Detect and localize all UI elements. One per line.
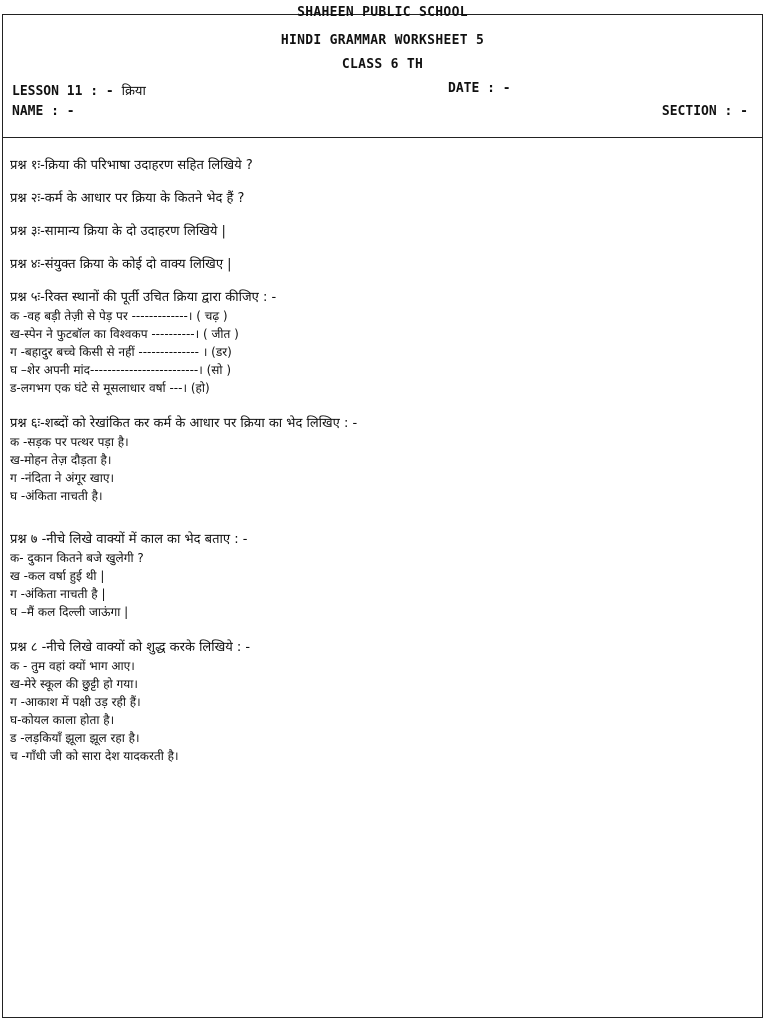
question-8-item: घ-कोयल काला होता है। <box>10 713 115 727</box>
question-1: प्रश्न १ः-क्रिया की परिभाषा उदाहरण सहित लिखिये ? <box>10 158 253 173</box>
question-3: प्रश्न ३ः-सामान्य क्रिया के दो उदाहरण लिखिये | <box>10 224 226 239</box>
question-5-item: ख-स्पेन ने फुटबॉल का विश्वकप ----------। ( जीत ) <box>10 327 239 341</box>
question-6-item: ग -नंदिता ने अंगूर खाए। <box>10 471 115 485</box>
class-label: CLASS 6 TH <box>341 57 424 72</box>
lesson-line <box>12 81 146 99</box>
question-5-item: ग -बहादुर बच्चे किसी से नहीं -------------- । (डर) <box>10 345 232 359</box>
question-6-item: घ -अंकिता नाचती है। <box>10 489 103 503</box>
question-5-item: ड-लगभग एक घंटे से मूसलाधार वर्षा ---। (हो) <box>10 381 210 395</box>
lesson-label: LESSON 11 : - <box>12 84 122 99</box>
question-5-item: क -वह बड़ी तेज़ी से पेड़ पर -------------। ( चढ़ ) <box>10 309 228 323</box>
question-6-item: क -सड़क पर पत्थर पड़ा है। <box>10 435 129 449</box>
worksheet-header <box>3 5 762 138</box>
lesson-topic: क्रिया <box>121 84 146 99</box>
question-8-title: प्रश्न ८ -नीचे लिखे वाक्यों को शुद्ध करके लिखिये : - <box>10 640 251 655</box>
date-label: DATE : - <box>448 81 511 96</box>
question-8-item: ख-मेरे स्कूल की छुट्टी हो गया। <box>10 677 138 691</box>
question-7-item: ग -अंकिता नाचती है | <box>10 587 106 601</box>
question-4: प्रश्न ४ः-संयुक्त क्रिया के कोई दो वाक्य लिखिए | <box>10 257 232 272</box>
question-8-item: क - तुम वहां क्यों भाग आए। <box>10 659 135 673</box>
name-label: NAME : - <box>12 104 75 119</box>
section-label: SECTION : - <box>661 104 748 119</box>
question-6-item: ख-मोहन तेज़ दौड़ता है। <box>10 453 112 467</box>
question-8-item: ग -आकाश में पक्षी उड़ रही हैं। <box>10 695 141 709</box>
question-5-item: घ –शेर अपनी मांद-------------------------। (सो ) <box>10 363 232 377</box>
school-name: SHAHEEN PUBLIC SCHOOL <box>297 5 468 20</box>
question-7-item: घ –मैं कल दिल्ली जाऊंगा | <box>10 605 129 619</box>
questions-section <box>10 157 750 765</box>
question-2: प्रश्न २ः-कर्म के आधार पर क्रिया के कितने भेद हैं ? <box>10 191 245 206</box>
question-6-title: प्रश्न ६ः-शब्दों को रेखांकित कर कर्म के आधार पर क्रिया का भेद लिखिए : - <box>10 416 358 431</box>
worksheet-title: HINDI GRAMMAR WORKSHEET 5 <box>280 33 485 48</box>
question-5-title: प्रश्न ५ः-रिक्त स्थानों की पूर्ती उचित क्रिया द्वारा कीजिए : - <box>10 290 277 305</box>
question-7-item: क- दुकान कितने बजे खुलेगी ? <box>10 551 144 565</box>
question-7-item: ख -कल वर्षा हुई थी | <box>10 569 105 583</box>
question-7-title: प्रश्न ७ -नीचे लिखे वाक्यों में काल का भेद बताए : - <box>10 532 248 547</box>
question-8-item: ड -लड़कियाँ झूला झूल रहा है। <box>10 731 140 745</box>
question-8-item: च -गाँधी जी को सारा देश यादकरती है। <box>10 749 179 763</box>
